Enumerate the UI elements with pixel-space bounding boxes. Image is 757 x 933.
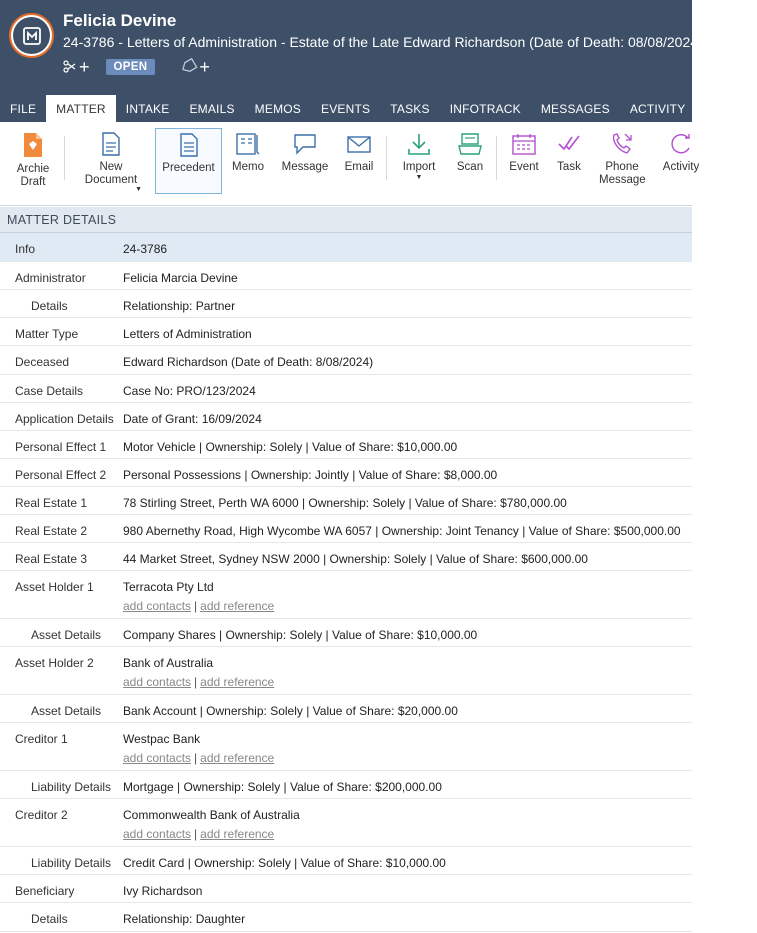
detail-label: Matter Type (15, 327, 79, 341)
add-tag-icon[interactable]: + (199, 57, 210, 77)
detail-label: Asset Holder 2 (15, 656, 94, 670)
detail-value: Felicia Marcia Devine (123, 271, 238, 285)
ribbon-toolbar (0, 122, 700, 206)
detail-row[interactable] (0, 233, 692, 262)
detail-value: Bank Account | Ownership: Solely | Value of Share: $20,000.00 (123, 704, 458, 718)
message-icon (292, 132, 318, 156)
detail-value: Credit Card | Ownership: Solely | Value of Share: $10,000.00 (123, 856, 446, 870)
scan-icon (457, 132, 483, 156)
email-button[interactable]: Email (340, 128, 378, 194)
detail-row[interactable] (0, 346, 692, 375)
calendar-icon (511, 132, 537, 156)
matter-details-header: MATTER DETAILS (0, 207, 692, 233)
detail-value: Company Shares | Ownership: Solely | Value of Share: $10,000.00 (123, 628, 478, 642)
tab-time[interactable]: TIME & (705, 102, 747, 116)
detail-row[interactable] (0, 375, 692, 403)
detail-value: Terracota Pty Ltd (123, 580, 214, 594)
detail-value: 78 Stirling Street, Perth WA 6000 | Ownership: Solely | Value of Share: $780,000.00 (123, 496, 567, 510)
client-name: Felicia Devine (63, 11, 177, 30)
detail-label: Beneficiary (15, 884, 75, 898)
contact-links (123, 675, 274, 689)
add-reference-link[interactable]: add reference (200, 751, 275, 765)
detail-value: Personal Possessions | Ownership: Jointly | Value of Share: $8,000.00 (123, 468, 498, 482)
activity-icon (668, 132, 694, 156)
detail-row[interactable] (0, 723, 692, 771)
detail-row[interactable] (0, 318, 692, 346)
detail-label: Details (31, 912, 68, 926)
email-icon (346, 132, 372, 156)
detail-row[interactable] (0, 515, 692, 543)
detail-value: Ivy Richardson (123, 884, 203, 898)
tab-events[interactable]: EVENTS (321, 102, 371, 116)
detail-label: Case Details (15, 384, 84, 398)
detail-label: Real Estate 2 (15, 524, 88, 538)
link-separator: | (194, 599, 198, 613)
matter-header (0, 0, 703, 95)
detail-row[interactable] (0, 771, 692, 799)
event-button[interactable]: Event (504, 128, 544, 194)
tab-intake[interactable]: INTAKE (125, 102, 170, 116)
scan-button[interactable]: Scan (450, 128, 490, 194)
detail-row[interactable] (0, 799, 692, 847)
contact-links (123, 751, 274, 765)
detail-label: Real Estate 1 (15, 496, 88, 510)
detail-value: Case No: PRO/123/2024 (123, 384, 256, 398)
tab-infotrack[interactable]: INFOTRACK (449, 102, 521, 116)
detail-value: Motor Vehicle | Ownership: Solely | Value of Share: $10,000.00 (123, 440, 458, 454)
chevron-down-icon: ▼ (415, 174, 423, 181)
detail-label: Creditor 1 (15, 732, 68, 746)
detail-row[interactable] (0, 431, 692, 459)
import-button[interactable]: Import ▼ (398, 128, 440, 194)
phone-icon (609, 132, 635, 156)
detail-label: Personal Effect 2 (15, 468, 107, 482)
detail-label: Details (31, 299, 68, 313)
detail-row[interactable] (0, 571, 692, 619)
memo-button[interactable]: Memo (228, 128, 268, 194)
detail-row[interactable] (0, 290, 692, 318)
contact-links (123, 599, 274, 613)
detail-row[interactable] (0, 847, 692, 875)
tag-icon[interactable] (181, 59, 197, 76)
activity-button[interactable]: Activity (656, 128, 706, 194)
add-reference-link[interactable]: add reference (200, 675, 275, 689)
detail-value: Letters of Administration (123, 327, 252, 341)
import-icon (406, 132, 432, 156)
detail-label: Deceased (15, 355, 70, 369)
link-separator: | (194, 675, 198, 689)
task-button[interactable]: Task (550, 128, 588, 194)
share-icon[interactable] (63, 59, 77, 76)
detail-row[interactable] (0, 262, 692, 290)
tab-memos[interactable]: MEMOS (254, 102, 302, 116)
detail-row[interactable] (0, 875, 692, 903)
main-tabs (0, 95, 747, 122)
tab-activity[interactable]: ACTIVITY (629, 102, 686, 116)
memo-icon (235, 132, 261, 156)
matter-details-list (0, 233, 692, 932)
detail-value: 980 Abernethy Road, High Wycombe WA 6057 | Ownership: Joint Tenancy | Value of Share: $500,000.00 (123, 524, 681, 538)
detail-row[interactable] (0, 619, 692, 647)
detail-value: Westpac Bank (123, 732, 201, 746)
detail-label: Liability Details (31, 856, 112, 870)
detail-row[interactable] (0, 459, 692, 487)
detail-row[interactable] (0, 403, 692, 431)
link-separator: | (194, 827, 198, 841)
detail-row[interactable] (0, 903, 692, 932)
tab-emails[interactable]: EMAILS (189, 102, 235, 116)
detail-label: Real Estate 3 (15, 552, 88, 566)
tab-tasks[interactable]: TASKS (390, 102, 430, 116)
detail-label: Liability Details (31, 780, 112, 794)
detail-value: 24-3786 (123, 242, 168, 256)
detail-label: Creditor 2 (15, 808, 68, 822)
archie-draft-icon (22, 132, 44, 158)
link-separator: | (194, 751, 198, 765)
archie-draft-button[interactable]: Archie Draft (8, 128, 58, 194)
detail-row[interactable] (0, 543, 692, 571)
precedent-icon (179, 133, 199, 157)
phone-message-button[interactable]: Phone Message (594, 128, 650, 194)
detail-value: Relationship: Daughter (123, 912, 246, 926)
add-contacts-link[interactable]: add contacts (123, 751, 192, 765)
detail-label: Administrator (15, 271, 86, 285)
detail-label: Info (15, 242, 36, 256)
detail-value: Relationship: Partner (123, 299, 236, 313)
detail-value: Bank of Australia (123, 656, 214, 670)
matter-logo-icon[interactable] (9, 13, 54, 58)
detail-value: Date of Grant: 16/09/2024 (123, 412, 262, 426)
detail-value: 44 Market Street, Sydney NSW 2000 | Ownership: Solely | Value of Share: $600,000.00 (123, 552, 588, 566)
add-contacts-link[interactable]: add contacts (123, 675, 192, 689)
add-contacts-link[interactable]: add contacts (123, 827, 192, 841)
message-button[interactable]: Message (280, 128, 330, 194)
new-document-icon (101, 132, 121, 156)
tab-file[interactable]: FILE (10, 102, 37, 116)
contact-links (123, 827, 274, 841)
new-document-button[interactable]: New Document ▼ (78, 128, 144, 194)
precedent-button[interactable]: Precedent (155, 128, 222, 194)
status-badge[interactable]: OPEN (106, 59, 156, 75)
detail-row[interactable] (0, 647, 692, 695)
detail-label: Application Details (15, 412, 114, 426)
detail-label: Asset Details (31, 704, 102, 718)
detail-label: Asset Holder 1 (15, 580, 94, 594)
add-contacts-link[interactable]: add contacts (123, 599, 192, 613)
detail-row[interactable] (0, 695, 692, 723)
chevron-down-icon: ▼ (135, 186, 142, 193)
tab-messages[interactable]: MESSAGES (540, 102, 610, 116)
detail-value: Commonwealth Bank of Australia (123, 808, 300, 822)
detail-label: Asset Details (31, 628, 102, 642)
add-reference-link[interactable]: add reference (200, 827, 275, 841)
task-icon (556, 132, 582, 156)
add-reference-link[interactable]: add reference (200, 599, 275, 613)
tab-matter[interactable]: MATTER (46, 95, 116, 122)
detail-label: Personal Effect 1 (15, 440, 107, 454)
detail-value: Mortgage | Ownership: Solely | Value of Share: $200,000.00 (123, 780, 442, 794)
matter-title: 24-3786 - Letters of Administration - Estate of the Late Edward Richardson (Date of Death: 08/08/2024) (63, 34, 703, 50)
add-related-icon[interactable]: + (79, 57, 90, 77)
detail-row[interactable] (0, 487, 692, 515)
detail-value: Edward Richardson (Date of Death: 8/08/2024) (123, 355, 374, 369)
